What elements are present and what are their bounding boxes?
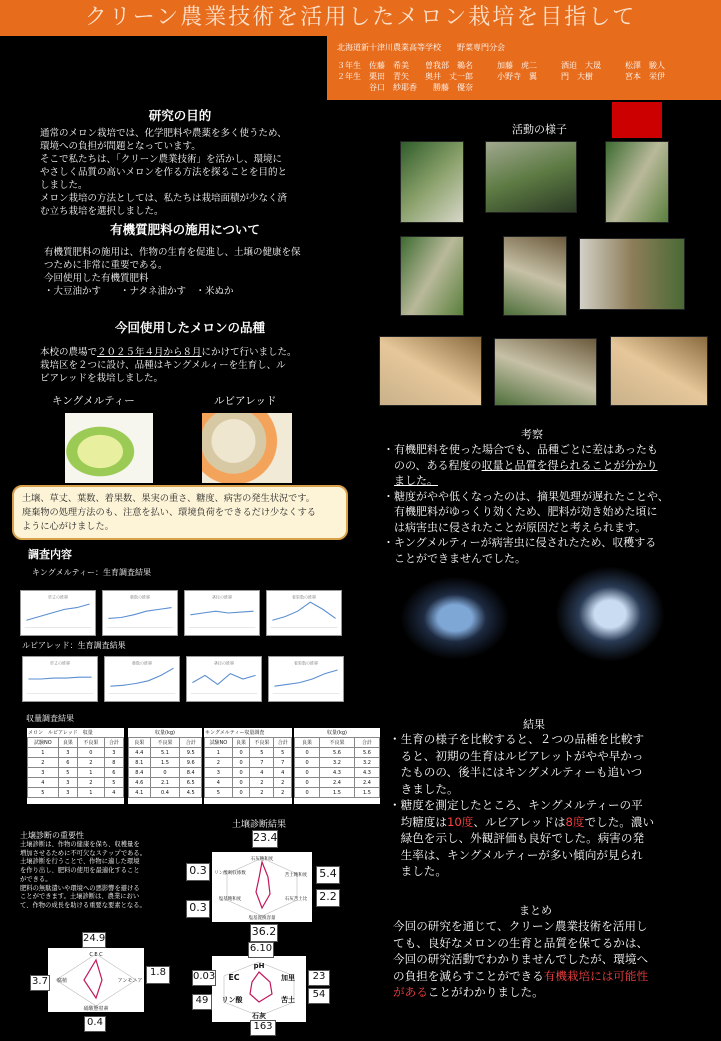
table-cell: 0 — [77, 748, 104, 758]
chart-title: 茎径の推移 — [211, 594, 233, 600]
table-cell: 8 — [104, 758, 123, 768]
table-header-cell: 合計 — [180, 738, 202, 748]
radar-chart-cec — [48, 948, 144, 1012]
king-growth-label: キングメルティー：生育調査結果 — [32, 568, 152, 577]
radar1-label-2: 塩基飽和度 — [218, 897, 242, 902]
table-cell: 5 — [205, 788, 233, 798]
summary-highlight: 有機栽培には可能性 がある — [393, 968, 649, 999]
rubia-growth-chart-2 — [104, 656, 180, 702]
table-cell: 4.3 — [320, 768, 355, 778]
table-cell: 0 — [295, 758, 320, 768]
chart-title: 着果数の推移 — [293, 660, 319, 666]
table-cell: 5.6 — [354, 748, 379, 758]
table-row — [205, 748, 292, 758]
results-list — [389, 731, 699, 880]
results-heading: 結果 — [523, 718, 545, 731]
chart-title: 葉数の推移 — [131, 660, 153, 666]
activity-photo-9 — [610, 336, 708, 406]
rubia-growth-label: ルビアレッド：生育調査結果 — [22, 641, 126, 650]
table-cell: 2 — [274, 778, 292, 788]
table-cell: 2 — [205, 758, 233, 768]
table-cell: 5.6 — [320, 748, 355, 758]
radar1-left-value: 0.3 — [186, 863, 210, 881]
school-name: 北海道新十津川農業高等学校 野菜専門分会 — [337, 43, 505, 52]
radar3-right-value-2: 54 — [308, 988, 330, 1004]
results-item-1: ・ 生育の様子を比較すると、２つの品種を比較す ると、初期の生育はルビアレットがやや早かっ たものの、後半にはキングメルティーも追いつ きました。 — [389, 732, 645, 796]
table-header-cell: 良果 — [129, 738, 151, 748]
table-cell: 0 — [232, 748, 249, 758]
variety-heading: 今回使用したメロンの品種 — [114, 320, 265, 335]
discussion-item-2: ・ 糖度がやや低くなったのは、摘果処理が遅れたことや、 有機肥料がゆっくり効くため、肥料が効き始めた頃に は病害虫に侵されたことが原因だと考えられます。 — [383, 489, 669, 534]
table-cell: 9.5 — [180, 748, 202, 758]
purpose-text: 通常のメロン栽培では、化学肥料や農薬を多く使うため、 環境への負担が問題となっています。 そこで私たちは、「クリーン農業技術」を活かし、環境に やさしく品質の高いメロンを作る方法を探ることを目的と しました。 メロン栽培の方法としては、私たちは栽培面積が少なく済 む立ち栽培を選択しました。 — [40, 128, 288, 217]
purpose-section — [40, 106, 320, 218]
table-cell: 0 — [295, 748, 320, 758]
radar2-bottom-value: 0.4 — [84, 1016, 106, 1032]
rubia-growth-chart-1 — [22, 656, 98, 702]
table-header-cell: 合計 — [104, 738, 123, 748]
table-row — [129, 768, 202, 778]
results-item-2-text-b: 、ルビアレッドは — [473, 814, 566, 829]
variety-text-post: にかけて行いました。 栽培区を２つに設け、品種はキングメルィーを生育し、ル ビアレッドを栽培しました。 — [40, 347, 297, 384]
table-cell: 6 — [58, 758, 77, 768]
variety-name-rubia: ルビアレッド — [214, 395, 277, 407]
variety-section — [40, 318, 340, 385]
variety-text-pre: 本校の農場で — [40, 347, 98, 358]
callout-text: 土壌、草丈、葉数、着果数、果実の重さ、糖度、病害の発生状況です。 廃棄物の処理方法のも、注意を払い、環境負荷をできるだけ少なくする ように心がけました。 — [22, 493, 316, 532]
radar1-bottom-value: 36.2 — [250, 924, 278, 942]
summary-text-b: ことがわかりました。 — [427, 985, 544, 999]
radar1-right-value-1: 5.4 — [316, 866, 340, 884]
results-item-1-text: 生育の様子を比較すると、２つの品種を比較す ると、初期の生育はルビアレットがやや早かっ たものの、後半にはキングメルティーも追いつ きました。 — [400, 732, 645, 796]
radar3-left-value-1: 0.03 — [192, 970, 216, 986]
discussion-item-1-text: 有機肥料を使った場合でも、品種ごとに差はあったも のの、ある程度の — [394, 443, 658, 472]
table-cell: 4 — [274, 768, 292, 778]
rubia-kg-table — [128, 737, 202, 798]
radar1-label-1: リン酸吸収係数 — [214, 871, 246, 876]
table-cell: 5 — [58, 768, 77, 778]
activity-photo-1 — [400, 141, 464, 223]
yield-table-king-kg-title: 収量(kg) — [327, 730, 347, 736]
results-item-2-text-c: でした。濃い 緑色を示し、外観評価も良好でした。病害の発 生率は、キングメルティーが多い傾向が見られ ました。 — [400, 814, 655, 878]
radar3-left-value-2: 49 — [192, 994, 212, 1010]
table-cell: 1 — [28, 748, 59, 758]
refractometer-photo-2 — [555, 566, 665, 662]
activity-photo-4 — [400, 236, 464, 316]
rubia-growth-chart-4 — [268, 656, 344, 702]
activity-photo-5 — [503, 236, 567, 316]
radar1-label-5: 塩基置換容量 — [248, 916, 276, 921]
table-cell: 2 — [274, 788, 292, 798]
soil-importance-text: 土壌診断は、作物の健康を保ち、収穫量を 増加させるために不可欠なステップである。 土壌診断を行うことで、作物に適した環境 を作り出し、肥料の使用を最適化すること ができる。 肥料の無駄遣いや環境への悪影響を避ける ことができます。土壌診断は、農業におい て、作物の成長を助ける重要な要素となる。 — [20, 841, 147, 909]
table-row — [28, 768, 124, 778]
survey-items-callout — [12, 485, 348, 540]
radar3-label-4: 苦土 — [281, 996, 295, 1004]
chart-title: 茎径の推移 — [213, 660, 235, 666]
radar3-label-2: リン酸 — [221, 996, 243, 1004]
table-row — [295, 788, 380, 798]
table-cell: 3 — [58, 778, 77, 788]
table-cell: 8.1 — [129, 758, 151, 768]
radar2-label-1: 腐植 — [56, 978, 68, 984]
table-cell: 5 — [104, 778, 123, 788]
table-header-cell: 不良果 — [320, 738, 355, 748]
rubia-count-table — [27, 737, 124, 798]
chart-title: 葉数の推移 — [129, 594, 151, 600]
radar1-label-0: 石灰飽和度 — [250, 857, 274, 862]
table-cell: 5 — [274, 748, 292, 758]
table-row — [28, 778, 124, 788]
table-cell: 1.5 — [150, 758, 180, 768]
activity-photo-7 — [379, 336, 482, 406]
organic-text: 有機質肥料の施用は、作物の生育を促進し、土壌の健康を保 つために非常に重要である。 今回使用した有機質肥料 ・大豆油かす ・ナタネ油かす ・米ぬか — [44, 247, 301, 297]
table-cell: 4.4 — [129, 748, 151, 758]
discussion-item-1: ・ 有機肥料を使った場合でも、品種ごとに差はあったも のの、ある程度の収量と品質を得られることが分かり ました。 — [383, 443, 658, 487]
table-header-cell: 良果 — [295, 738, 320, 748]
table-row — [205, 788, 292, 798]
table-cell: 3 — [28, 768, 59, 778]
rubia-melon-photo — [202, 413, 292, 483]
activity-photo-3 — [605, 141, 669, 223]
radar2-left-value: 3.7 — [30, 975, 50, 991]
table-cell: 3 — [58, 788, 77, 798]
table-header-cell: 不良果 — [250, 738, 274, 748]
king-growth-chart-2 — [102, 590, 178, 636]
table-header-cell: 試験NO — [205, 738, 233, 748]
radar3-top-value: 6.10 — [248, 942, 274, 958]
soil-heading: 土壌診断結果 — [232, 820, 287, 830]
purpose-heading: 研究の目的 — [148, 108, 212, 123]
table-cell: 0 — [295, 788, 320, 798]
radar3-label-5: 石灰 — [252, 1012, 266, 1020]
chart-title: 着果数の推移 — [291, 594, 317, 600]
organic-section — [40, 220, 330, 298]
table-cell: 4.3 — [354, 768, 379, 778]
table-cell: 2 — [77, 758, 104, 768]
table-cell: 3.2 — [320, 758, 355, 768]
table-header-cell: 不良果 — [77, 738, 104, 748]
table-row — [205, 758, 292, 768]
discussion-item-2-text: 糖度がやや低くなったのは、摘果処理が遅れたことや、 有機肥料がゆっくり効くため、肥料が効き始めた頃に は病害虫に侵されたことが原因だと考えられます。 — [394, 489, 669, 534]
table-header-cell: 不良果 — [150, 738, 180, 748]
table-cell: 3 — [104, 748, 123, 758]
refractometer-photo-1 — [400, 576, 510, 660]
authors-row-1: ３年生 佐藤 希美 曽我部 鵜名 加藤 虎二 酒迫 大晟 松澤 駿人 — [337, 61, 665, 70]
table-cell: 3 — [205, 768, 233, 778]
table-cell: 1 — [205, 748, 233, 758]
table-cell: 4.6 — [129, 778, 151, 788]
activity-photo-2 — [485, 141, 577, 213]
king-melon-photo — [65, 413, 153, 483]
table-cell: 1 — [77, 768, 104, 778]
radar3-label-3: 加里 — [281, 974, 295, 982]
table-cell: 5 — [28, 788, 59, 798]
chart-title: 草丈の推移 — [47, 594, 69, 600]
table-header-cell: 良果 — [232, 738, 249, 748]
king-growth-chart-4 — [266, 590, 342, 636]
table-row — [129, 748, 202, 758]
chart-title: 草丈の推移 — [49, 660, 71, 666]
table-cell: 9.6 — [180, 758, 202, 768]
table-cell: 0 — [232, 788, 249, 798]
table-row — [295, 778, 380, 788]
table-cell: 4 — [250, 768, 274, 778]
table-cell: 4 — [205, 778, 233, 788]
table-cell: 2.4 — [354, 778, 379, 788]
table-header-cell: 合計 — [274, 738, 292, 748]
table-cell: 0.4 — [150, 788, 180, 798]
results-item-2: ・ 糖度を測定したところ、キングメルティーの平 均糖度は10度、ルビアレッドは8度でした。濃い 緑色を示し、外観評価も良好でした。病害の発 生率は、キングメルティーが多い傾向が見られ ました。 — [389, 798, 655, 878]
yield-label: 収量調査結果 — [26, 714, 74, 723]
king-sugar-value: 10度 — [447, 814, 474, 829]
table-cell: 5 — [250, 748, 274, 758]
radar3-bottom-value: 163 — [250, 1020, 276, 1036]
survey-heading: 調査内容 — [28, 548, 72, 561]
table-row — [28, 788, 124, 798]
radar2-label-2: アンモニア — [117, 978, 143, 984]
table-cell: 7 — [274, 758, 292, 768]
radar1-right-value-2: 2.2 — [316, 889, 340, 907]
activity-heading: 活動の様子 — [512, 123, 567, 136]
table-row — [129, 778, 202, 788]
organic-heading: 有機質肥料の施用について — [110, 222, 260, 237]
table-cell: 2 — [250, 778, 274, 788]
table-cell: 1.5 — [320, 788, 355, 798]
table-cell: 4.5 — [180, 788, 202, 798]
king-growth-chart-1 — [20, 590, 96, 636]
radar1-label-3: 苦土飽和度 — [284, 873, 308, 878]
king-kg-table — [294, 737, 380, 798]
decorative-red-square — [612, 102, 662, 138]
radar1-label-4: 石灰苦土比 — [284, 897, 308, 902]
discussion-list — [383, 442, 703, 566]
radar2-top-value: 24.9 — [82, 932, 106, 948]
discussion-item-3-text: キングメルティーが病害虫に侵されたため、収穫する ことができませんでした。 — [394, 536, 657, 565]
table-cell: 4 — [28, 778, 59, 788]
king-growth-chart-3 — [184, 590, 260, 636]
soil-importance-title: 土壌診断の重要性 — [20, 831, 84, 840]
table-cell: 5.1 — [150, 748, 180, 758]
table-cell: 1 — [77, 788, 104, 798]
yield-table-king-title: キングメルティー収量調査 — [205, 730, 265, 736]
table-row — [295, 748, 380, 758]
soil-importance — [20, 830, 210, 911]
variety-text-date: ２０２５年４月から８月 — [97, 347, 202, 358]
table-cell: 8.4 — [129, 768, 151, 778]
author-box — [327, 36, 721, 100]
rubia-sugar-value: 8度 — [565, 814, 585, 829]
table-header-cell: 合計 — [354, 738, 379, 748]
table-cell: 0 — [232, 768, 249, 778]
table-header-cell: 良果 — [58, 738, 77, 748]
table-cell: 2 — [250, 788, 274, 798]
table-row — [205, 768, 292, 778]
table-cell: 7 — [250, 758, 274, 768]
results-item-2-text-a: 糖度を測定したところ、キングメルティーの平 均糖度は — [400, 798, 643, 829]
yield-table-rubia-count — [27, 728, 124, 804]
summary-text — [393, 918, 703, 1001]
table-row — [205, 778, 292, 788]
discussion-item-1-underline: 収量と品質を得られることが分かり ました。 — [394, 458, 658, 487]
table-cell: 2.4 — [320, 778, 355, 788]
discussion-item-3: ・ キングメルティーが病害虫に侵されたため、収穫する ことができませんでした。 — [383, 536, 657, 565]
radar3-label-1: EC — [228, 973, 240, 982]
table-row — [28, 748, 124, 758]
yield-table-rubia-title: メロン ルビアレッド 収量 — [28, 730, 93, 736]
table-cell: 0 — [295, 768, 320, 778]
table-row — [295, 758, 380, 768]
authors-row-3: 谷口 紗耶香 勝藤 優奈 — [337, 83, 473, 92]
table-header-cell: 試験NO — [28, 738, 59, 748]
table-cell: 8.4 — [180, 768, 202, 778]
radar2-right-value: 1.8 — [146, 966, 170, 984]
table-row — [295, 768, 380, 778]
table-cell: 6.5 — [180, 778, 202, 788]
rubia-growth-chart-3 — [186, 656, 262, 702]
radar-chart-base-saturation — [212, 852, 312, 922]
radar1-top-value: 23.4 — [252, 830, 278, 848]
summary-heading: まとめ — [519, 904, 552, 917]
radar2-label-3: 硝酸態窒素 — [83, 1006, 109, 1012]
table-cell: 0 — [232, 778, 249, 788]
table-cell: 4.1 — [129, 788, 151, 798]
radar2-label-0: C E C — [89, 952, 103, 958]
yield-table-king-kg — [294, 728, 380, 804]
variety-name-king: キングメルティー — [52, 395, 135, 407]
radar3-label-0: pH — [253, 962, 265, 970]
radar-chart-ph — [212, 956, 306, 1022]
activity-photo-6 — [579, 238, 685, 310]
table-cell: 2 — [77, 778, 104, 788]
radar3-right-value-1: 23 — [308, 970, 330, 986]
yield-table-rubia-kg — [128, 728, 202, 804]
table-row — [28, 758, 124, 768]
discussion-heading: 考察 — [521, 428, 543, 441]
table-cell: 0 — [232, 758, 249, 768]
yield-table-rubia-kg-title: 収量(kg) — [155, 730, 175, 736]
yield-table-king-count — [204, 728, 292, 804]
table-cell: 6 — [104, 768, 123, 778]
activity-photo-8 — [494, 338, 597, 406]
table-row — [129, 788, 202, 798]
table-cell: 2 — [28, 758, 59, 768]
summary-text-a: 今回の研究を通じて、クリーン農業技術を活用し ても、良好なメロンの生育と品質を保てるかは、 今回の研究活動でわかりませんでしたが、環境へ の負担を減らすことができる — [393, 919, 649, 983]
table-cell: 1.5 — [354, 788, 379, 798]
table-cell: 2.1 — [150, 778, 180, 788]
variety-text — [40, 346, 340, 385]
table-cell: 4 — [104, 788, 123, 798]
king-count-table — [204, 737, 292, 798]
poster-title: クリーン農業技術を活用したメロン栽培を目指して — [0, 0, 721, 36]
table-cell: 3 — [58, 748, 77, 758]
table-row — [129, 758, 202, 768]
radar1-extra-value: 0.3 — [186, 900, 210, 918]
authors-row-2: ２年生 栗田 青矢 奥井 丈一郎 小野寺 翼 門 大樹 宮本 栄伊 — [337, 72, 665, 81]
table-cell: 0 — [295, 778, 320, 788]
table-cell: 3.2 — [354, 758, 379, 768]
table-cell: 0 — [150, 768, 180, 778]
